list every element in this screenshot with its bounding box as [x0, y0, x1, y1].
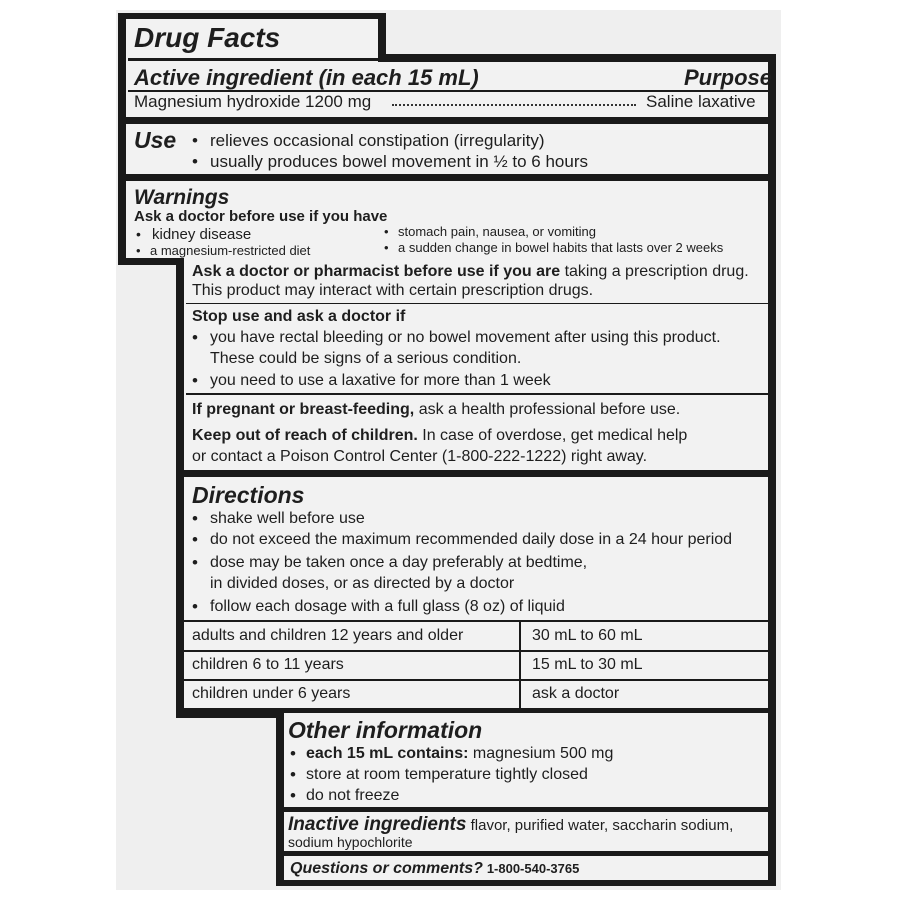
other-item-2: store at room temperature tightly closed [306, 766, 588, 783]
ask-doctor-bullet-1: • [136, 226, 141, 242]
purpose-heading: Purpose [684, 65, 773, 90]
other-bullet-2: • [290, 765, 296, 784]
ask-doctor-bullet-2: • [136, 243, 141, 258]
keep-out-bold: Keep out of reach of children. [192, 427, 418, 444]
ask-doctor-item-3: stomach pain, nausea, or vomiting [398, 224, 596, 239]
pregnant-bold: If pregnant or breast-feeding, [192, 401, 415, 418]
directions-item-4: follow each dosage with a full glass (8 oz) of liquid [210, 598, 565, 615]
directions-item-3-line-1: dose may be taken once a day preferably at bedtime, [210, 554, 588, 571]
dose-row-1-who: adults and children 12 years and older [192, 627, 464, 644]
other-bullet-3: • [290, 786, 296, 805]
questions-phone: 1-800-540-3765 [486, 861, 580, 876]
directions-item-2: do not exceed the maximum recommended daily dose in a 24 hour period [210, 531, 733, 548]
ask-pharmacist-bold: Ask a doctor or pharmacist before use if you are [192, 263, 561, 280]
other-item-3: do not freeze [306, 787, 400, 804]
purpose-value: Saline laxative [646, 92, 756, 111]
stop-bullet-2: • [192, 371, 198, 390]
other-item-1 [306, 744, 613, 764]
ask-pharmacist-line-1 [192, 262, 749, 282]
directions-bullet-4: • [192, 597, 198, 616]
directions-item-1: shake well before use [210, 510, 365, 527]
other-item-1-bold: each 15 mL contains: [306, 745, 469, 762]
pregnant-line [192, 400, 680, 420]
title-underline [128, 58, 378, 61]
directions-item-3-line-2: in divided doses, or as directed by a doctor [210, 575, 515, 592]
ask-pharmacist-line-2: This product may interact with certain prescription drugs. [192, 282, 594, 299]
questions-line [290, 859, 579, 878]
inactive-text-2: sodium hypochlorite [288, 834, 413, 850]
inactive-line-1 [288, 815, 733, 836]
use-item-1: relieves occasional constipation (irregularity) [210, 131, 545, 150]
ask-doctor-bullet-4: • [384, 240, 389, 255]
active-ingredient-name: Magnesium hydroxide 1200 mg [134, 92, 372, 111]
other-bullet-1: • [290, 744, 296, 763]
ask-doctor-item-4: a sudden change in bowel habits that lasts over 2 weeks [398, 240, 724, 255]
drug-facts-title: Drug Facts [134, 22, 281, 53]
stop-item-1-line-2: These could be signs of a serious condition. [210, 350, 522, 367]
table-divider [519, 620, 521, 708]
dose-row-1-dose: 30 mL to 60 mL [532, 627, 643, 644]
stop-use-heading: Stop use and ask a doctor if [192, 308, 406, 325]
stop-bullet-1: • [192, 328, 198, 347]
questions-heading: Questions or comments? [290, 860, 483, 877]
dose-row-2-dose: 15 mL to 30 mL [532, 656, 643, 673]
table-rule-3 [184, 679, 768, 681]
leader-dots [392, 104, 636, 106]
table-rule-2 [184, 650, 768, 652]
directions-bullet-2: • [192, 530, 198, 549]
ask-doctor-bullet-3: • [384, 224, 389, 239]
dose-row-3-dose: ask a doctor [532, 685, 620, 702]
ask-doctor-item-2: a magnesium-restricted diet [150, 243, 311, 258]
use-item-2: usually produces bowel movement in ½ to 6 hours [210, 152, 588, 171]
keep-out-line-1 [192, 426, 687, 446]
dose-row-3-who: children under 6 years [192, 685, 351, 702]
keep-out-text-1: In case of overdose, get medical help [422, 427, 688, 444]
warnings-rule-2 [186, 393, 768, 395]
inactive-text-1: flavor, purified water, saccharin sodium, [470, 817, 734, 834]
pregnant-text: ask a health professional before use. [418, 401, 681, 418]
use-bullet-1: • [192, 131, 198, 150]
keep-out-line-2: or contact a Poison Control Center (1-800-222-1222) right away. [192, 448, 648, 465]
other-information-heading: Other information [288, 717, 483, 743]
use-bullet-2: • [192, 152, 198, 171]
table-rule-top [184, 620, 768, 622]
inactive-heading: Inactive ingredients [288, 814, 467, 835]
directions-heading: Directions [192, 482, 305, 508]
ask-pharmacist-text: taking a prescription drug. [564, 263, 749, 280]
use-heading: Use [134, 127, 177, 153]
directions-bullet-1: • [192, 509, 198, 528]
other-item-1-text: magnesium 500 mg [472, 745, 614, 762]
warnings-rule-1 [186, 303, 768, 304]
dose-row-2-who: children 6 to 11 years [192, 656, 344, 673]
active-ingredient-heading: Active ingredient (in each 15 mL) [134, 65, 479, 90]
warnings-heading: Warnings [134, 186, 230, 209]
stop-item-2: you need to use a laxative for more than 1 week [210, 372, 551, 389]
ask-doctor-item-1: kidney disease [152, 226, 252, 243]
directions-bullet-3: • [192, 553, 198, 572]
ask-doctor-heading: Ask a doctor before use if you have [134, 208, 388, 225]
stop-item-1-line-1: you have rectal bleeding or no bowel movement after using this product. [210, 329, 721, 346]
